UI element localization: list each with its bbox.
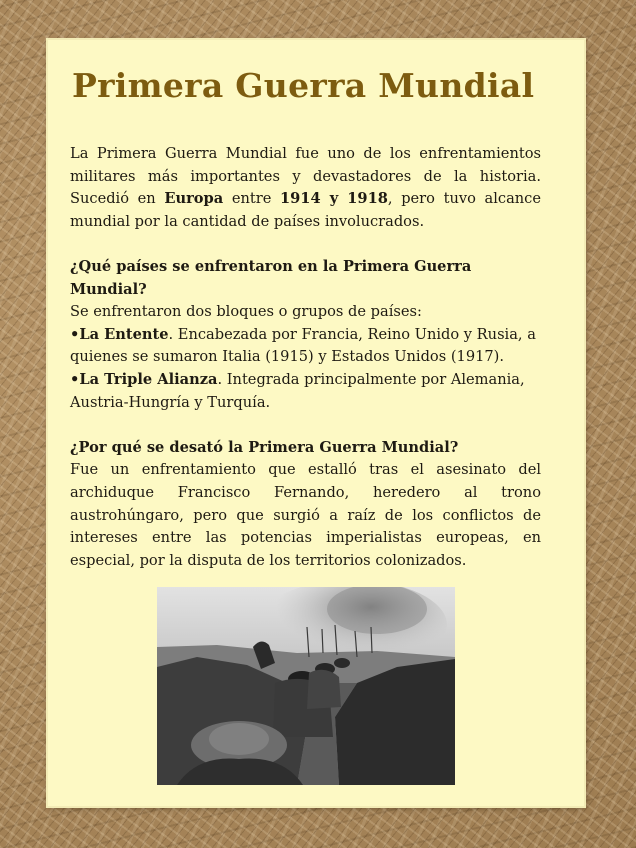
list-item-triple-alianza: [70, 369, 541, 414]
trench-photo-illustration: [157, 587, 455, 785]
spacer: [70, 414, 541, 437]
list-item-entente: [70, 324, 541, 369]
document-body: [70, 143, 541, 572]
section1-lead: Se enfrentaron dos bloques o grupos de países:: [70, 303, 422, 321]
page-title: Primera Guerra Mundial: [72, 66, 535, 105]
intro-text-3: , pero tuvo alcance mundial por la cantidad de países involucrados.: [70, 190, 541, 230]
section2-question: ¿Por qué se desató la Primera Guerra Mundial?: [70, 438, 459, 456]
section2-answer: Fue un enfrentamiento que estalló tras el asesinato del archiduque Francisco Fernando, heredero al trono austrohúngaro, pero que surgió a raíz de los conflictos de intereses entre las potencias imperialistas europeas, en especial, por la disputa de los territorios colonizados.: [70, 461, 541, 569]
intro-bold-years: 1914 y 1918: [280, 190, 388, 208]
soldier-body: [307, 670, 341, 709]
helmet: [334, 658, 350, 668]
list-item-text: . Encabezada por Francia, Reino Unido y Rusia, a quienes se sumaron Italia (1915) y Estados Unidos (1917).: [70, 325, 536, 366]
trench-photo: [157, 587, 455, 785]
paper-sheet: [48, 40, 584, 806]
bullet-icon: •: [70, 325, 80, 343]
section1-question: ¿Qué países se enfrentaron en la Primera Guerra Mundial?: [70, 257, 472, 298]
list-item-name: La Entente: [79, 325, 169, 343]
intro-paragraph: [70, 143, 541, 233]
bullet-icon: •: [70, 370, 80, 388]
intro-text-1: La Primera Guerra Mundial fue uno de los enfrentamientos militares más importantes y devastadores de la historia. Sucedió en: [70, 145, 541, 208]
intro-text-2: entre: [223, 190, 280, 208]
list-item-name: La Triple Alianza: [79, 370, 218, 388]
list-item-text: . Integrada principalmente por Alemania, Austria-Hungría y Turquía.: [70, 370, 525, 411]
intro-bold-europa: Europa: [164, 190, 224, 208]
foreground-helmet: [209, 723, 269, 755]
spacer: [70, 233, 541, 256]
